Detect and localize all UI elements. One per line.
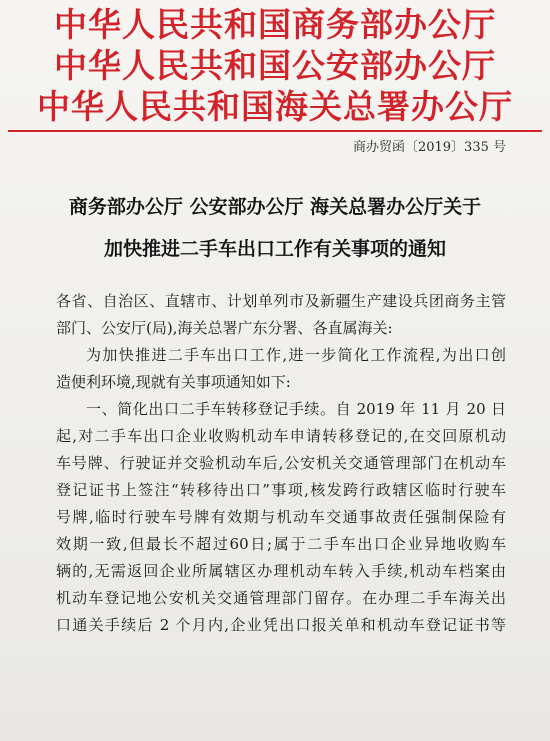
body-line: 号牌,临时行驶车号牌有效期与机动车交通事故责任强制保险有 — [56, 508, 506, 526]
document-title — [0, 186, 550, 270]
header-divider — [8, 130, 542, 132]
body-line: 车号牌、行驶证并交验机动车后,公安机关交通管理部门在机动车 — [56, 454, 506, 472]
body-line: 为加快推进二手车出口工作,进一步简化工作流程,为出口创 — [86, 346, 506, 364]
body-line: 机动车登记地公安机关交通管理部门留存。在办理二手车海关出 — [56, 589, 506, 607]
body-line: 口通关手续后 2 个月内,企业凭出口报关单和机动车登记证书等 — [56, 616, 506, 634]
header-line-public-security: 中华人民共和国公安部办公厅 — [54, 46, 496, 85]
body-line: 效期一致,但最长不超过60日;属于二手车出口企业异地收购车 — [56, 535, 506, 553]
document-number: 商办贸函〔2019〕335 号 — [352, 140, 506, 155]
document-header — [0, 4, 550, 127]
body-line: 一、简化出口二手车转移登记手续。自 2019 年 11 月 20 日 — [86, 400, 506, 418]
document-body — [56, 288, 506, 639]
title-line-2: 加快推进二手车出口工作有关事项的通知 — [103, 238, 446, 260]
body-line: 登记证书上签注“转移待出口”事项,核发跨行政辖区临时行驶车 — [56, 481, 506, 499]
body-line: 辆的,无需返回企业所属辖区办理机动车转入手续,机动车档案由 — [56, 562, 506, 580]
body-line: 起,对二手车出口企业收购机动车申请转移登记的,在交回原机动 — [56, 427, 506, 445]
header-line-customs: 中华人民共和国海关总署办公厅 — [37, 87, 513, 126]
body-line: 造便利环境,现就有关事项通知如下: — [56, 373, 291, 391]
header-line-commerce: 中华人民共和国商务部办公厅 — [54, 5, 496, 44]
body-line: 各省、自治区、直辖市、计划单列市及新疆生产建设兵团商务主管 — [56, 292, 506, 310]
title-line-1: 商务部办公厅 公安部办公厅 海关总署办公厅关于 — [68, 196, 482, 218]
body-line: 部门、公安厅(局),海关总署广东分署、各直属海关: — [56, 319, 393, 337]
